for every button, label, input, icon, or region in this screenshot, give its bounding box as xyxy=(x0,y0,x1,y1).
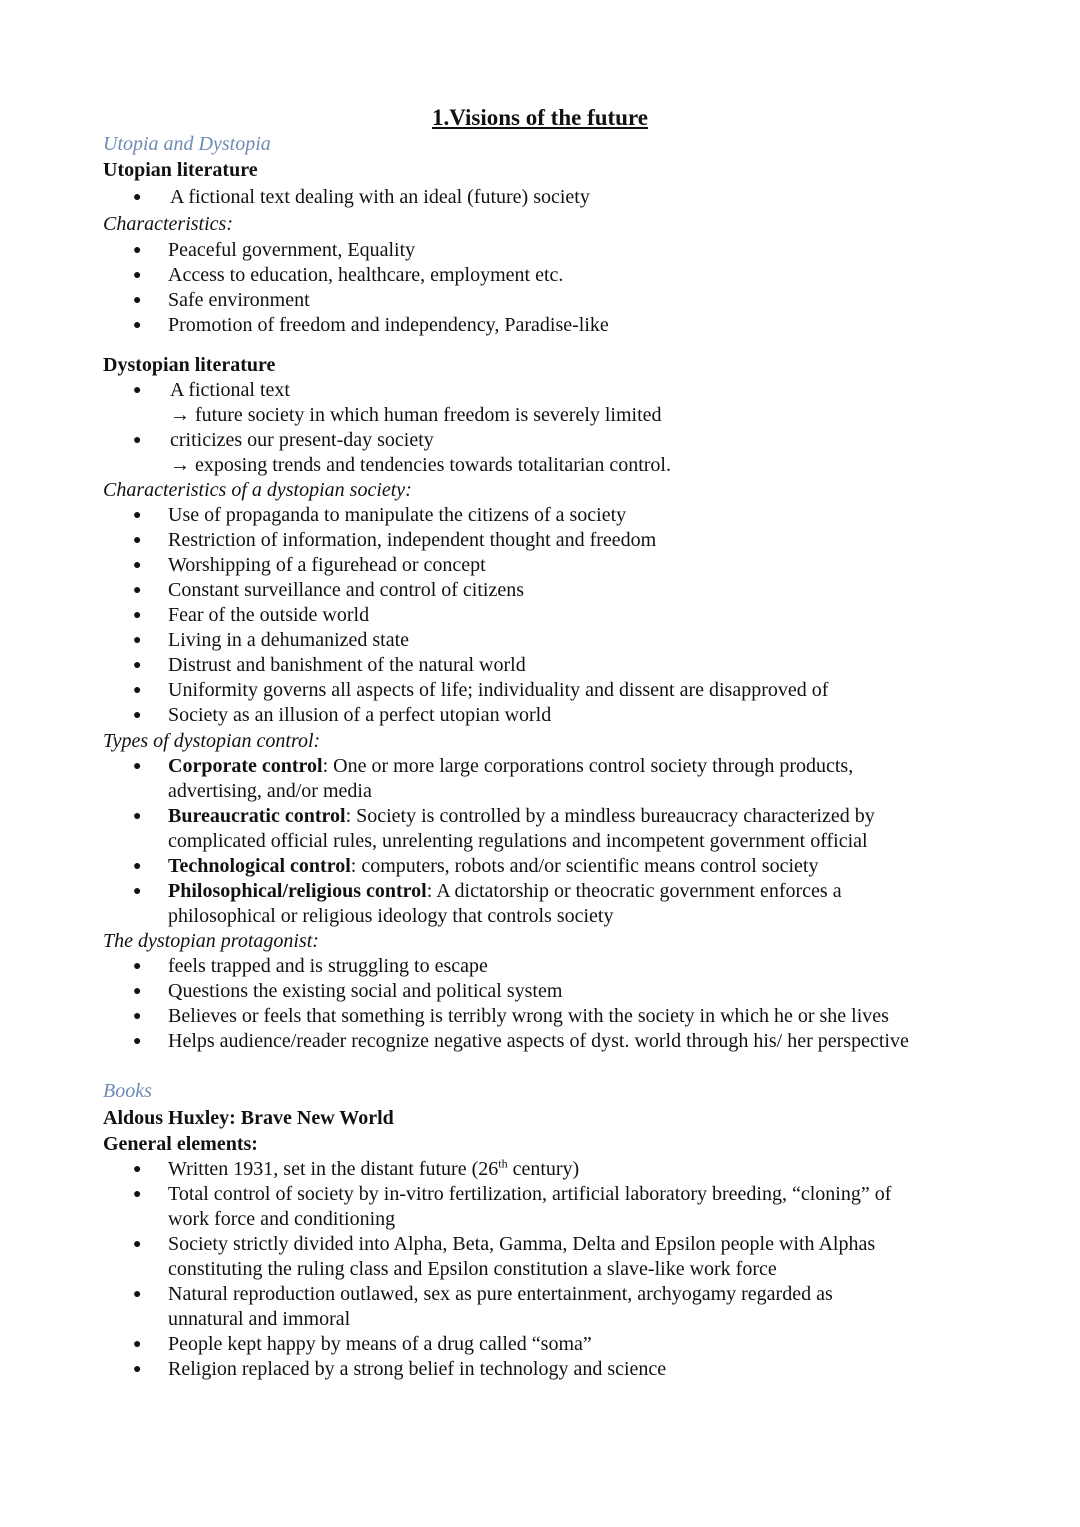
list-item: Promotion of freedom and independency, Paradise-like xyxy=(168,314,609,336)
bullet-icon: ● xyxy=(133,1337,142,1352)
control-term: Bureaucratic control xyxy=(168,805,346,827)
list-item: Living in a dehumanized state xyxy=(168,629,410,651)
dystopian-criticism-detail: → exposing trends and tendencies towards totalitarian control. xyxy=(170,454,671,476)
utopian-heading: Utopian literature xyxy=(103,159,258,181)
utopian-definition: A fictional text dealing with an ideal (future) society xyxy=(170,186,590,208)
list-item: Worshipping of a figurehead or concept xyxy=(168,554,486,576)
bullet-icon: ● xyxy=(133,608,142,623)
list-item-continued: unnatural and immoral xyxy=(168,1308,351,1330)
bullet-icon: ● xyxy=(133,383,142,398)
bullet-icon: ● xyxy=(133,318,142,333)
dystopian-criticism: criticizes our present-day society xyxy=(170,429,434,451)
list-item: Distrust and banishment of the natural world xyxy=(168,654,526,676)
bullet-icon: ● xyxy=(133,433,142,448)
control-term: Corporate control xyxy=(168,755,323,777)
control-description: : Society is controlled by a mindless bureaucracy characterized by xyxy=(345,805,875,827)
control-description-continued: advertising, and/or media xyxy=(168,780,372,802)
control-description: : A dictatorship or theocratic government enforces a xyxy=(426,880,842,902)
bullet-icon: ● xyxy=(133,1034,142,1049)
bullet-icon: ● xyxy=(133,1162,142,1177)
list-item: Restriction of information, independent thought and freedom xyxy=(168,529,657,551)
bullet-icon: ● xyxy=(133,1187,142,1202)
dystopian-characteristics-label: Characteristics of a dystopian society: xyxy=(103,479,412,501)
protagonist-label: The dystopian protagonist: xyxy=(103,930,319,952)
bullet-icon: ● xyxy=(133,759,142,774)
dystopian-definition-detail: → future society in which human freedom is severely limited xyxy=(170,404,662,426)
list-item: Peaceful government, Equality xyxy=(168,239,416,261)
control-description-continued: philosophical or religious ideology that controls society xyxy=(168,905,614,927)
book-title: Aldous Huxley: Brave New World xyxy=(103,1107,394,1129)
dystopian-heading: Dystopian literature xyxy=(103,354,276,376)
list-item: Uniformity governs all aspects of life; individuality and dissent are disapproved of xyxy=(168,679,829,701)
bullet-icon: ● xyxy=(133,508,142,523)
list-item: Fear of the outside world xyxy=(168,604,370,626)
list-item: Religion replaced by a strong belief in technology and science xyxy=(168,1358,667,1380)
list-item: Total control of society by in-vitro fertilization, artificial laboratory breeding, “cloning” of xyxy=(168,1183,892,1205)
bullet-icon: ● xyxy=(133,293,142,308)
bullet-icon: ● xyxy=(133,984,142,999)
bullet-icon: ● xyxy=(133,190,142,205)
general-elements-label: General elements: xyxy=(103,1133,258,1155)
list-item: Use of propaganda to manipulate the citizens of a society xyxy=(168,504,627,526)
bullet-icon: ● xyxy=(133,708,142,723)
control-item-technological xyxy=(168,854,818,879)
bullet-icon: ● xyxy=(133,809,142,824)
bullet-icon: ● xyxy=(133,558,142,573)
control-item-bureaucratic xyxy=(168,804,875,829)
bullet-icon: ● xyxy=(133,1009,142,1024)
book-item-text: Written 1931, set in the distant future (26 xyxy=(168,1158,499,1180)
list-item-continued: constituting the ruling class and Epsilon constitution a slave-like work force xyxy=(168,1258,777,1280)
control-description: : One or more large corporations control society through products, xyxy=(322,755,854,777)
bullet-icon: ● xyxy=(133,1237,142,1252)
control-description-continued: complicated official rules, unrelenting regulations and incompetent government official xyxy=(168,830,868,852)
bullet-icon: ● xyxy=(133,533,142,548)
bullet-icon: ● xyxy=(133,658,142,673)
page-title: 1.Visions of the future xyxy=(432,105,648,130)
bullet-icon: ● xyxy=(133,583,142,598)
ordinal-suffix: th xyxy=(498,1156,508,1171)
list-item: Helps audience/reader recognize negative aspects of dyst. world through his/ her perspective xyxy=(168,1030,909,1052)
list-item: Society as an illusion of a perfect utopian world xyxy=(168,704,552,726)
section-heading-books: Books xyxy=(103,1080,152,1102)
bullet-icon: ● xyxy=(133,859,142,874)
list-item xyxy=(168,1157,579,1182)
dystopian-definition: A fictional text xyxy=(170,379,290,401)
list-item: Society strictly divided into Alpha, Beta, Gamma, Delta and Epsilon people with Alphas xyxy=(168,1233,876,1255)
control-types-label: Types of dystopian control: xyxy=(103,730,321,752)
list-item: Safe environment xyxy=(168,289,310,311)
bullet-icon: ● xyxy=(133,243,142,258)
list-item: Natural reproduction outlawed, sex as pure entertainment, archyogamy regarded as xyxy=(168,1283,833,1305)
bullet-icon: ● xyxy=(133,1287,142,1302)
bullet-icon: ● xyxy=(133,1362,142,1377)
section-heading-utopia-dystopia: Utopia and Dystopia xyxy=(103,133,271,155)
list-item: Questions the existing social and political system xyxy=(168,980,563,1002)
list-item-continued: work force and conditioning xyxy=(168,1208,396,1230)
control-item-philosophical xyxy=(168,879,842,904)
list-item: Believes or feels that something is terribly wrong with the society in which he or she lives xyxy=(168,1005,889,1027)
list-item: People kept happy by means of a drug called “soma” xyxy=(168,1333,592,1355)
control-term: Technological control xyxy=(168,855,351,877)
list-item: Constant surveillance and control of citizens xyxy=(168,579,525,601)
list-item: Access to education, healthcare, employment etc. xyxy=(168,264,564,286)
control-term: Philosophical/religious control xyxy=(168,880,427,902)
bullet-icon: ● xyxy=(133,959,142,974)
bullet-icon: ● xyxy=(133,683,142,698)
book-item-text: century) xyxy=(507,1158,580,1180)
utopian-characteristics-label: Characteristics: xyxy=(103,213,233,235)
bullet-icon: ● xyxy=(133,633,142,648)
list-item: feels trapped and is struggling to escape xyxy=(168,955,488,977)
control-item-corporate xyxy=(168,754,853,779)
bullet-icon: ● xyxy=(133,268,142,283)
control-description: : computers, robots and/or scientific means control society xyxy=(350,855,819,877)
bullet-icon: ● xyxy=(133,884,142,899)
